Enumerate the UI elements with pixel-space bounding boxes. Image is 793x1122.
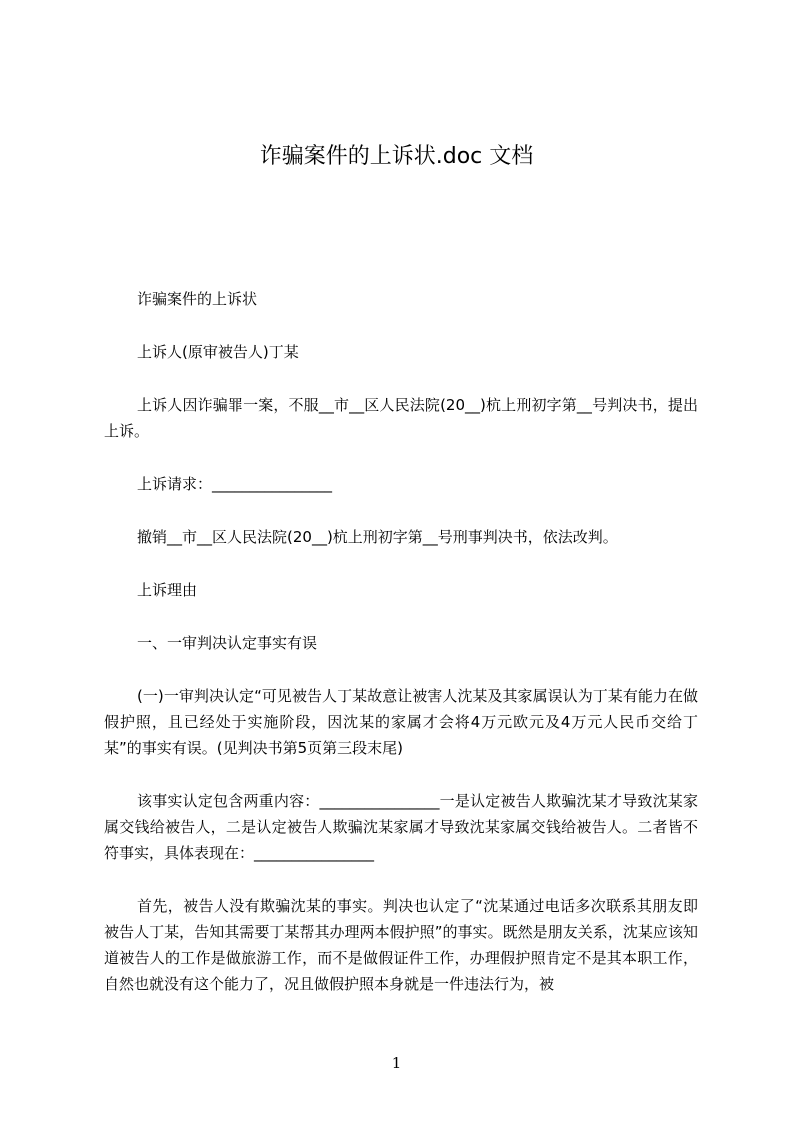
document-body	[104, 286, 698, 1024]
paragraph-reasons-heading: 上诉理由	[137, 581, 198, 599]
paragraph-fact-content: 该事实认定包含两重内容：________________一是认定被告人欺骗沈某才导致沈某家属交钱给被告人，二是认定被告人欺骗沈某家属才导致沈某家属交钱给被告人。二者皆不符事实，具体表现在：________________	[104, 792, 698, 862]
paragraph-section-one: 一、一审判决认定事实有误	[137, 634, 318, 652]
paragraph-appeal-request: 上诉请求：________________	[137, 475, 333, 493]
paragraph-fact-error: (一)一审判决认定“可见被告人丁某故意让被害人沈某及其家属误认为丁某有能力在做假护照，且已经处于实施阶段，因沈某的家属才会将4万元欧元及4万元人民币交给丁某”的事实有误。(见判决书第5页第三段末尾)	[104, 687, 698, 757]
page-number: 1	[391, 1054, 402, 1072]
document-title: 诈骗案件的上诉状.doc 文档	[259, 144, 534, 169]
paragraph-heading: 诈骗案件的上诉状	[137, 290, 258, 308]
paragraph-revoke: 撤销__市__区人民法院(20__)杭上刑初字第__号刑事判决书，依法改判。	[137, 528, 618, 546]
paragraph-first-point: 首先，被告人没有欺骗沈某的事实。判决也认定了“沈某通过电话多次联系其朋友即被告人丁某，告知其需要丁某帮其办理两本假护照”的事实。既然是朋友关系，沈某应该知道被告人的工作是做旅游工作，而不是做假证件工作，办理假护照肯定不是其本职工作，自然也就没有这个能力了，况且做假护照本身就是一件违法行为，被	[104, 897, 698, 993]
paragraph-appeal-statement: 上诉人因诈骗罪一案，不服__市__区人民法院(20__)杭上刑初字第__号判决书，提出上诉。	[104, 396, 698, 440]
paragraph-appellant: 上诉人(原审被告人)丁某	[137, 343, 299, 361]
